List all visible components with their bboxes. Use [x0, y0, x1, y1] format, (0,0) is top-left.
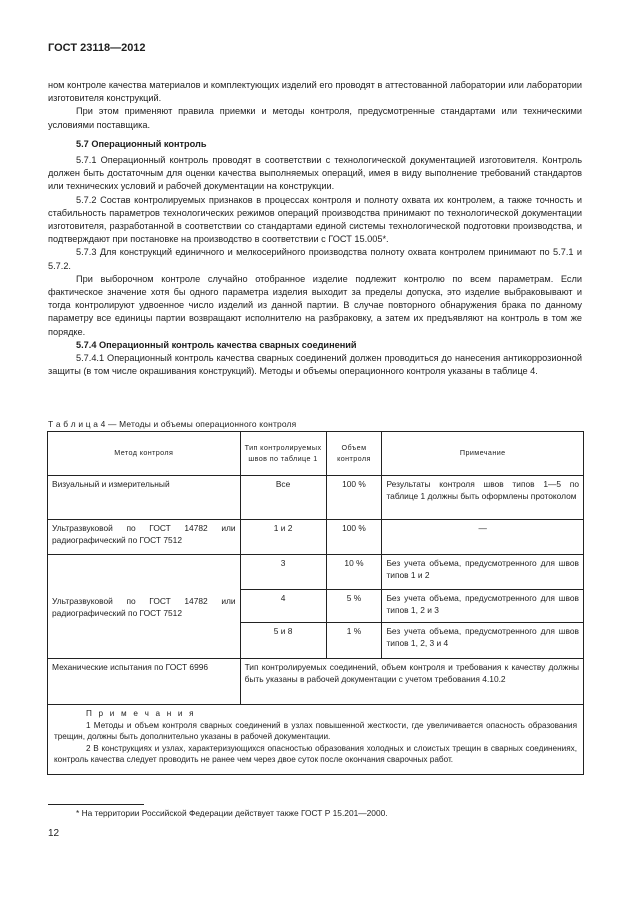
footnote-divider	[48, 804, 144, 805]
cell-types: 3	[240, 555, 326, 590]
paragraph-5-7-1: 5.7.1 Операционный контроль проводят в соответствии с технологической документацией изготовителя. Контроль должен быть достаточным для оценки качества выполняемых операций, имея в виду выполнение требований стандартов или технических условий и рабочей документации на конструкции.	[48, 155, 582, 192]
header-volume: Объем контроля	[326, 432, 382, 476]
table-row	[48, 476, 584, 520]
header-note: Примечание	[382, 432, 584, 476]
cell-method: Ультразвуковой по ГОСТ 14782 или радиографический по ГОСТ 7512	[48, 520, 241, 555]
header-method: Метод контроля	[48, 432, 241, 476]
cell-types: 1 и 2	[240, 520, 326, 555]
cell-note: —	[382, 520, 584, 555]
note-1: 1 Методы и объем контроля сварных соединений в узлах повышенной жесткости, где увеличивается опасность образования трещин, должны быть дополнительно указаны в рабочей документации.	[54, 720, 577, 741]
cell-note: Без учета объема, предусмотренного для швов типов 1 и 2	[382, 555, 584, 590]
table-4	[47, 431, 584, 775]
cell-volume: 10 %	[326, 555, 382, 590]
cell-method: Визуальный и измерительный	[48, 476, 241, 520]
cell-volume: 100 %	[326, 476, 382, 520]
cell-method: Механические испытания по ГОСТ 6996	[48, 659, 241, 705]
table-notes	[48, 705, 584, 775]
section-heading-5-7-4: 5.7.4 Операционный контроль качества сварных соединений	[76, 339, 357, 350]
cell-note: Тип контролируемых соединений, объем контроля и требования к качеству должны быть указаны в рабочей документации с учетом требования 4.10.2	[240, 659, 583, 705]
paragraph-5-7-4-1: 5.7.4.1 Операционный контроль качества сварных соединений должен проводиться до нанесения антикоррозионной защиты (в том числе окрашивания конструкций). Методы и объемы операционного контроля указаны в таблице 4.	[48, 353, 582, 377]
paragraph-5-7-2: 5.7.2 Состав контролируемых признаков в процессах контроля и полноту охвата их контролем, а также точность и стабильность параметров технологических режимов операций производства принимают по технологической документации изготовителя, разработанной в соответствии со стандартами единой системы технологической подготовки производства, и подтверждают при постановке на производство в соответствии с ГОСТ 15.005*.	[48, 194, 582, 245]
section-heading-5-7: 5.7 Операционный контроль	[76, 138, 207, 149]
cell-types: 4	[240, 590, 326, 623]
body-text	[48, 79, 582, 378]
cell-method: Ультразвуковой по ГОСТ 14782 или радиографический по ГОСТ 7512	[48, 555, 241, 659]
page-number: 12	[48, 828, 60, 839]
cell-volume: 1 %	[326, 623, 382, 659]
paragraph: При этом применяют правила приемки и методы контроля, предусмотренные стандартами или техническими условиями поставщика.	[48, 106, 582, 130]
document-header: ГОСТ 23118—2012	[48, 42, 146, 54]
note-2: 2 В конструкциях и узлах, характеризующихся опасностью образования холодных и слоистых трещин в сварных соединениях, контроль качества следует проводить не ранее чем через двое суток после окончания сварочных работ.	[54, 743, 577, 764]
cell-volume: 5 %	[326, 590, 382, 623]
table-row	[48, 659, 584, 705]
paragraph-5-7-3: 5.7.3 Для конструкций единичного и мелкосерийного производства полноту охвата контролем принимают по 5.7.1 и 5.7.2.	[48, 247, 582, 271]
footnote: * На территории Российской Федерации действует также ГОСТ Р 15.201—2000.	[76, 808, 388, 818]
table-row	[48, 520, 584, 555]
header-weld-types: Тип контролируемых швов по таблице 1	[240, 432, 326, 476]
cell-note: Без учета объема, предусмотренного для швов типов 1, 2, 3 и 4	[382, 623, 584, 659]
cell-types: 5 и 8	[240, 623, 326, 659]
cell-types: Все	[240, 476, 326, 520]
table-row	[48, 555, 584, 590]
notes-heading: П р и м е ч а н и я	[86, 709, 196, 718]
table-header-row	[48, 432, 584, 476]
cell-note: Результаты контроля швов типов 1—5 по таблице 1 должны быть оформлены протоколом	[382, 476, 584, 520]
paragraph: ном контроле качества материалов и комплектующих изделий его проводят в аттестованной лаборатории или лаборатории изготовителя конструкций.	[48, 80, 582, 104]
table-notes-row	[48, 705, 584, 775]
paragraph: При выборочном контроле случайно отобранное изделие подлежит контролю по всем параметрам. Если фактическое значение хотя бы одного параметра изделия выходит за пределы допуска, это изделие выбраковывают и тогда контролируют удвоенное число изделий из данной партии. В случае повторного обнаружения брака по данному параметру все единицы партии возвращают исполнителю на разбраковку, а затем их предъявляют на контроль в том же порядке.	[48, 273, 582, 337]
table-caption: Т а б л и ц а 4 — Методы и объемы операционного контроля	[48, 419, 297, 429]
cell-volume: 100 %	[326, 520, 382, 555]
cell-note: Без учета объема, предусмотренного для швов типов 1, 2 и 3	[382, 590, 584, 623]
